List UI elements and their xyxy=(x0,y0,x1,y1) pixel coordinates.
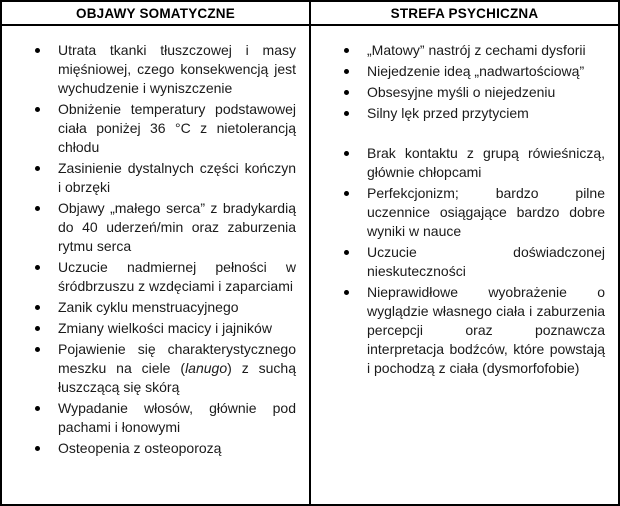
list-item xyxy=(311,83,605,102)
list-item-text: Silny lęk przed przytyciem xyxy=(367,105,529,121)
list-item-text: Obniżenie temperatury podstawowej ciała poniżej 36 °C z nietolerancją chłodu xyxy=(58,101,296,155)
list-item xyxy=(311,144,605,182)
list-item xyxy=(2,159,296,197)
list-item-text: Uczucie nadmiernej pełności w śródbrzuszu z wzdęciami i zaparciami xyxy=(58,259,296,294)
list-item xyxy=(311,184,605,241)
list-item-text: ) z suchą łuszczącą się skórą xyxy=(58,360,296,395)
column-header-psychic: STREFA PSYCHICZNA xyxy=(311,2,618,26)
bullet-icon xyxy=(344,290,349,295)
bullet-icon xyxy=(35,305,40,310)
list-item-text: Niejedzenie ideą „nadwartościową” xyxy=(367,63,585,79)
list-item xyxy=(311,41,605,60)
list-item xyxy=(2,298,296,317)
list-item-text: Objawy „małego serca” z bradykardią do 40 uderzeń/min oraz zaburzenia rytmu serca xyxy=(58,200,296,254)
list-item-text: Nieprawidłowe wyobrażenie o wyglądzie własnego ciała i zaburzenia percepcji oraz poznawcza interpretacja bodźców, które powstają i pochodzą z ciała (dysmorfofobie) xyxy=(367,284,605,376)
list-item-text: Utrata tkanki tłuszczowej i masy mięśniowej, czego konsekwencją jest wychudzenie i wyniszczenie xyxy=(58,42,296,96)
column-psychic xyxy=(309,2,618,504)
list-item-text: Osteopenia z osteoporozą xyxy=(58,440,222,456)
list-item-text: Wypadanie włosów, głównie pod pachami i łonowymi xyxy=(58,400,296,435)
list-item-text: „Matowy” nastrój z cechami dysforii xyxy=(367,42,586,58)
list-item-text: Pojawienie się charakterystycznego meszku na ciele ( xyxy=(58,341,296,376)
column-header-somatic: OBJAWY SOMATYCZNE xyxy=(2,2,309,26)
list-item-text: Zmiany wielkości macicy i jajników xyxy=(58,320,272,336)
bullet-icon xyxy=(344,90,349,95)
list-item-text: Zanik cyklu menstruacyjnego xyxy=(58,299,239,315)
bullet-icon xyxy=(35,265,40,270)
bullet-icon xyxy=(35,107,40,112)
list-item xyxy=(2,340,296,397)
list-item-italic-term: lanugo xyxy=(185,360,228,376)
column-somatic xyxy=(2,2,309,504)
list-item-text: Zasinienie dystalnych części kończyn i obrzęki xyxy=(58,160,296,195)
bullet-icon xyxy=(344,191,349,196)
list-item-text: Obsesyjne myśli o niejedzeniu xyxy=(367,84,556,100)
list-item xyxy=(2,258,296,296)
bullet-icon xyxy=(344,69,349,74)
bullet-icon xyxy=(344,250,349,255)
bullet-icon xyxy=(35,166,40,171)
bullet-icon xyxy=(35,347,40,352)
list-item-text: Uczucie doświadczonej nieskuteczności xyxy=(367,244,605,279)
list-item xyxy=(2,439,296,458)
list-item xyxy=(2,199,296,256)
list-item-text: Brak kontaktu z grupą rówieśniczą, głównie chłopcami xyxy=(367,145,605,180)
list-item xyxy=(311,62,605,81)
list-item-text: Perfekcjonizm; bardzo pilne uczennice osiągające bardzo dobre wyniki w nauce xyxy=(367,185,605,239)
bullet-icon xyxy=(35,206,40,211)
list-item xyxy=(2,41,296,98)
bullet-icon xyxy=(35,406,40,411)
bullet-icon xyxy=(35,326,40,331)
list-item xyxy=(2,399,296,437)
bullet-icon xyxy=(35,48,40,53)
list-item xyxy=(311,243,605,281)
list-item xyxy=(311,283,605,378)
list-item xyxy=(2,100,296,157)
list-item xyxy=(2,319,296,338)
list-item xyxy=(311,104,605,123)
bullet-icon xyxy=(344,48,349,53)
bullet-icon xyxy=(344,151,349,156)
bullet-icon xyxy=(344,111,349,116)
psychic-list xyxy=(311,41,618,380)
bullet-icon xyxy=(35,446,40,451)
somatic-list xyxy=(2,41,309,460)
